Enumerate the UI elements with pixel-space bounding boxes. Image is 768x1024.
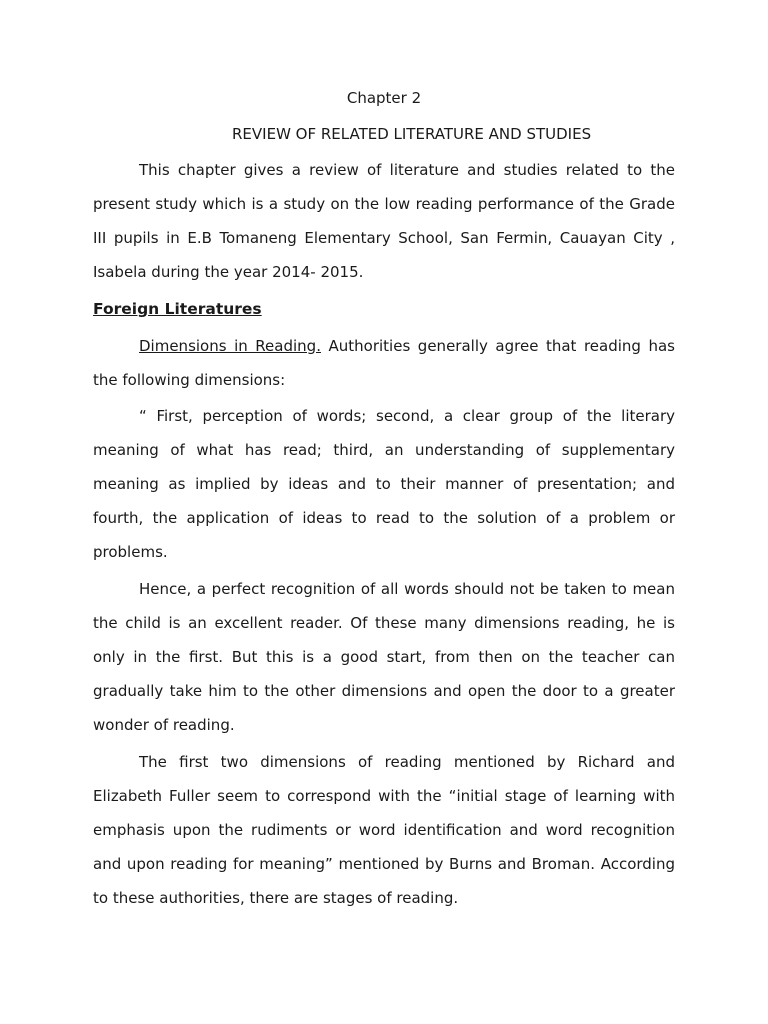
chapter-label: Chapter 2 [346, 89, 422, 107]
hence-paragraph: Hence, a perfect recognition of all words should not be taken to mean the child is an excellent reader. Of these many dimensions reading, he is only in the first. But this is a good start, from then on the teacher can gradually take him to the other dimensions and open the door to a greater wonder of reading. [93, 580, 675, 734]
dimensions-text: Authorities generally agree that reading has the following dimensions: [93, 337, 675, 389]
dimensions-paragraph [93, 329, 675, 397]
first-two-paragraph: The first two dimensions of reading mentioned by Richard and Elizabeth Fuller seem to correspond with the “initial stage of learning with emphasis upon the rudiments or word identification and word recognition and upon reading for meaning” mentioned by Burns and Broman. According to these authorities, there are stages of reading. [93, 753, 675, 907]
dimensions-subheading: Dimensions in Reading. [139, 337, 321, 355]
chapter-title: REVIEW OF RELATED LITERATURE AND STUDIES [232, 125, 592, 143]
intro-paragraph: This chapter gives a review of literature and studies related to the present study which is a study on the low reading performance of the Grade III pupils in E.B Tomaneng Elementary School, San Fermin, Cauayan City , Isabela during the year 2014- 2015. [93, 161, 675, 281]
section-heading: Foreign Literatures [93, 300, 262, 318]
quote-paragraph: “ First, perception of words; second, a clear group of the literary meaning of what has read; third, an understanding of supplementary meaning as implied by ideas and to their manner of presentation; and fourth, the application of ideas to read to the solution of a problem or problems. [93, 407, 675, 561]
